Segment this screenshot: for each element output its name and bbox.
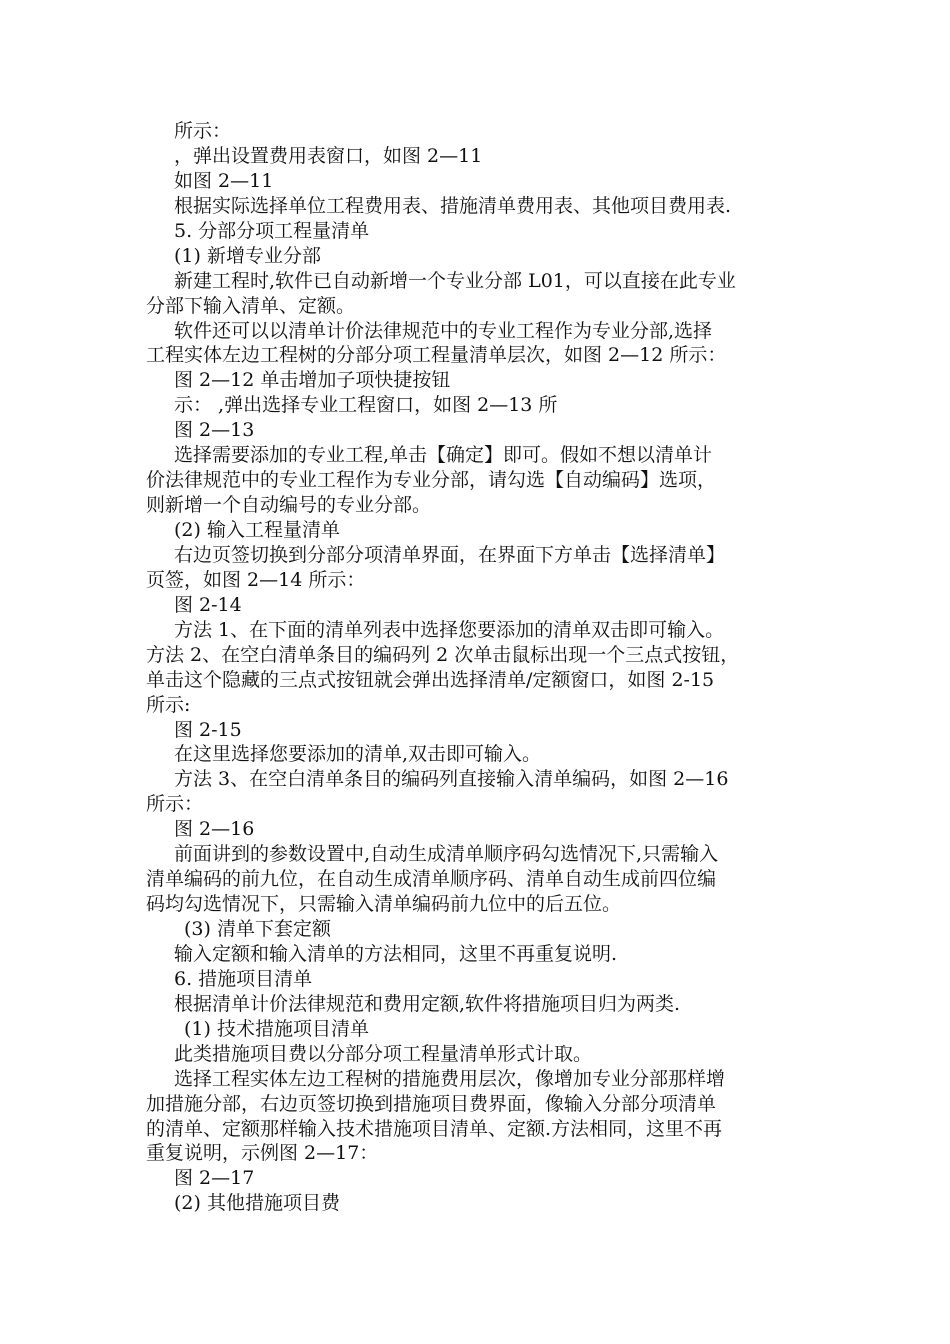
text-line: 方法 1、在下面的清单列表中选择您要添加的清单双击即可输入。 (174, 618, 725, 641)
text-line: 示： ,弹出选择专业工程窗口，如图 2—13 所 (174, 394, 558, 417)
text-line: 图 2—12 单击增加子项快捷按钮 (174, 369, 451, 392)
text-line: 单击这个隐藏的三点式按钮就会弹出选择清单/定额窗口，如图 2-15 (146, 668, 715, 691)
text-line: 图 2—17 (174, 1167, 255, 1190)
text-line: (1) 技术措施项目清单 (184, 1017, 369, 1040)
text-line: 根据清单计价法律规范和费用定额,软件将措施项目归为两类. (174, 992, 681, 1015)
text-line: 重复说明，示例图 2—17： (146, 1142, 379, 1165)
text-line: 清单编码的前九位，在自动生成清单顺序码、清单自动生成前四位编 (146, 868, 717, 891)
text-line: 所示: (146, 693, 191, 716)
text-line: 5. 分部分项工程量清单 (174, 219, 370, 242)
text-line: 选择需要添加的专业工程,单击【确定】即可。假如不想以清单计 (174, 444, 713, 467)
text-line: 的清单、定额那样输入技术措施项目清单、定额.方法相同，这里不再 (146, 1117, 723, 1140)
text-line: 软件还可以以清单计价法律规范中的专业工程作为专业分部,选择 (174, 319, 713, 342)
text-line: 页签，如图 2—14 所示： (146, 568, 366, 591)
text-line: 价法律规范中的专业工程作为专业分部，请勾选【自动编码】选项， (146, 469, 717, 492)
text-line: 加措施分部，右边页签切换到措施项目费界面，像输入分部分项清单 (146, 1092, 717, 1115)
text-line: (2) 其他措施项目费 (174, 1192, 340, 1215)
text-line: 此类措施项目费以分部分项工程量清单形式计取。 (174, 1042, 593, 1065)
text-line: 6. 措施项目清单 (174, 967, 313, 990)
text-line: 图 2—16 (174, 818, 255, 841)
text-line: 分部下输入清单、定额。 (146, 294, 356, 317)
text-line: 如图 2—11 (174, 169, 274, 192)
text-line: ，弹出设置费用表窗口，如图 2—11 (174, 144, 483, 167)
text-line: (2) 输入工程量清单 (174, 519, 340, 541)
text-line: 根据实际选择单位工程费用表、措施清单费用表、其他项目费用表. (174, 194, 732, 217)
text-line: 输入定额和输入清单的方法相同，这里不再重复说明. (174, 942, 618, 965)
text-line: 码均勾选情况下，只需输入清单编码前九位中的后五位。 (146, 893, 622, 916)
document-body (146, 119, 816, 1216)
text-line: 图 2-14 (174, 593, 242, 616)
text-line: 选择工程实体左边工程树的措施费用层次，像增加专业分部那样增 (174, 1067, 726, 1090)
text-line: 工程实体左边工程树的分部分项工程量清单层次，如图 2—12 所示： (146, 344, 727, 367)
text-line: 在这里选择您要添加的清单,双击即可输入。 (174, 743, 542, 766)
text-line: 方法 2、在空白清单条目的编码列 2 次单击鼠标出现一个三点式按钮， (146, 643, 740, 666)
text-line: (1) 新增专业分部 (174, 244, 321, 267)
text-line: 图 2—13 (174, 419, 255, 442)
text-line: 前面讲到的参数设置中,自动生成清单顺序码勾选情况下,只需输入 (174, 843, 719, 866)
text-line: 方法 3、在空白清单条目的编码列直接输入清单编码，如图 2—16 (174, 768, 729, 791)
text-line: 所示： (174, 120, 232, 142)
text-line: 新建工程时,软件已自动新增一个专业分部 L01，可以直接在此专业 (174, 269, 736, 292)
text-line: (3) 清单下套定额 (184, 918, 331, 940)
text-line: 右边页签切换到分部分项清单界面，在界面下方单击【选择清单】 (174, 543, 726, 566)
text-line: 图 2-15 (174, 718, 242, 741)
text-line: 则新增一个自动编号的专业分部。 (146, 494, 432, 517)
text-line: 所示： (146, 793, 204, 816)
